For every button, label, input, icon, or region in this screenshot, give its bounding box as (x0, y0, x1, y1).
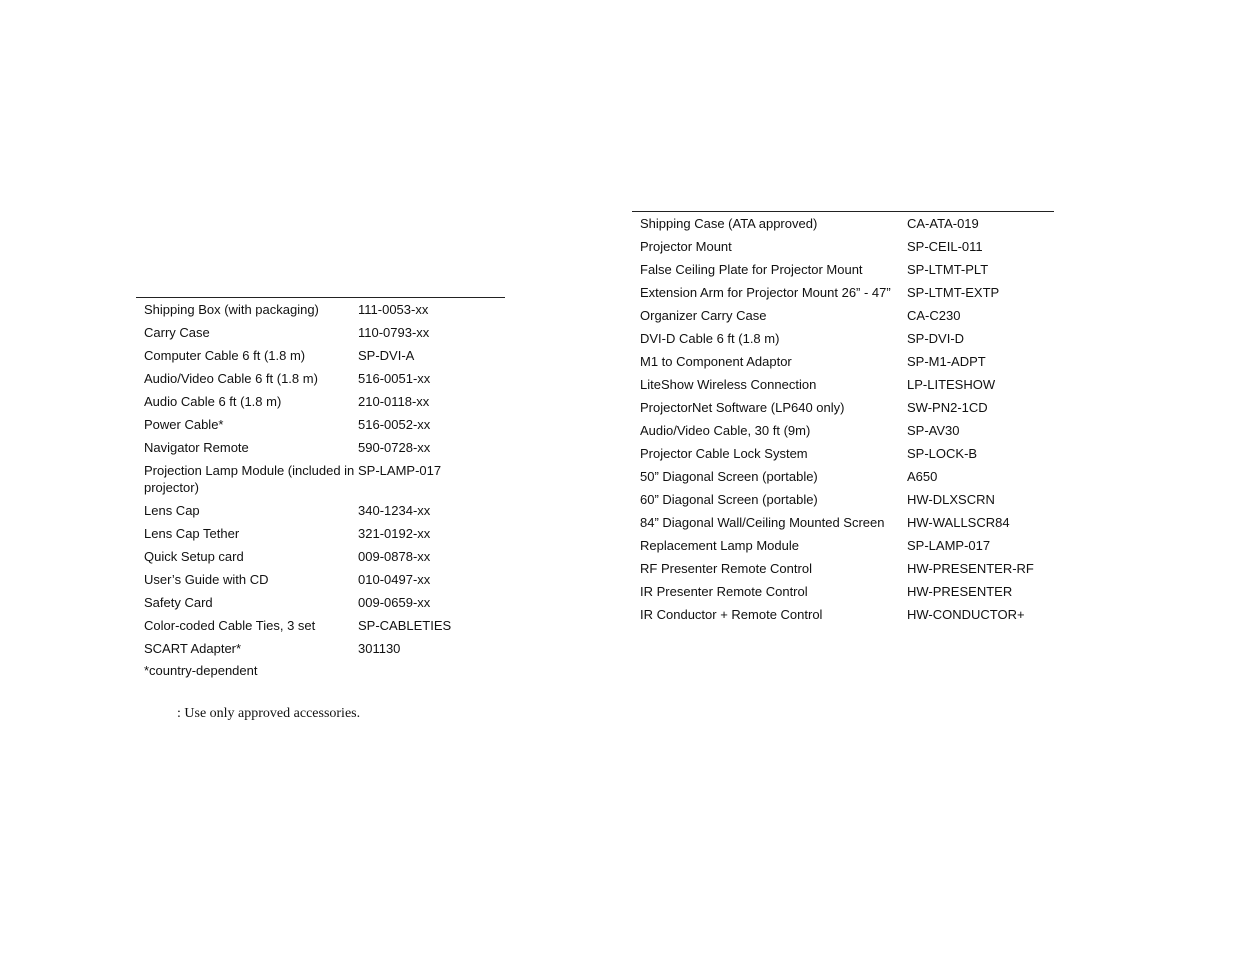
part-number: SP-LAMP-017 (907, 538, 991, 553)
table-row (632, 212, 1054, 235)
part-number: 516-0052-xx (358, 417, 431, 432)
standard-accessories-rows (136, 298, 505, 660)
table-row (136, 522, 505, 545)
item-name: 60” Diagonal Screen (portable) (640, 492, 818, 507)
table-row (136, 459, 505, 499)
part-number: 111-0053-xx (358, 302, 429, 317)
item-name: Lens Cap Tether (144, 526, 240, 541)
item-name: 84” Diagonal Wall/Ceiling Mounted Screen (640, 515, 885, 530)
item-name: Projection Lamp Module (included in projector) (144, 463, 355, 495)
part-number: CA-C230 (907, 308, 961, 323)
table-row (136, 298, 505, 321)
caution-text: : Use only approved accessories. (177, 706, 361, 721)
item-name: Extension Arm for Projector Mount 26” - 47” (640, 285, 891, 300)
table-row (136, 591, 505, 614)
item-name: 50” Diagonal Screen (portable) (640, 469, 818, 484)
table-row (136, 614, 505, 637)
optional-accessories-table (632, 211, 1054, 626)
item-name: User’s Guide with CD (144, 572, 269, 587)
part-number: 009-0659-xx (358, 595, 431, 610)
part-number: LP-LITESHOW (907, 377, 996, 392)
part-number: 010-0497-xx (358, 572, 431, 587)
part-number: 110-0793-xx (358, 325, 430, 340)
part-number: HW-PRESENTER (907, 584, 1013, 599)
item-name: IR Conductor + Remote Control (640, 607, 823, 622)
part-number: HW-DLXSCRN (907, 492, 995, 507)
table-row (632, 603, 1054, 626)
part-number: SW-PN2-1CD (907, 400, 988, 415)
table-row (632, 304, 1054, 327)
table-row (632, 396, 1054, 419)
part-number: SP-DVI-A (358, 348, 415, 363)
table-row (632, 419, 1054, 442)
part-number: 210-0118-xx (358, 394, 430, 409)
table-row (136, 637, 505, 660)
table-row (632, 350, 1054, 373)
item-name: Shipping Box (with packaging) (144, 302, 319, 317)
table-row (136, 413, 505, 436)
table-row (136, 436, 505, 459)
item-name: RF Presenter Remote Control (640, 561, 812, 576)
item-name: M1 to Component Adaptor (640, 354, 792, 369)
table-row (632, 534, 1054, 557)
item-name: False Ceiling Plate for Projector Mount (640, 262, 863, 277)
table-row (632, 465, 1054, 488)
table-row (632, 327, 1054, 350)
item-name: DVI-D Cable 6 ft (1.8 m) (640, 331, 780, 346)
item-name: Projector Mount (640, 239, 732, 254)
item-name: Power Cable* (144, 417, 224, 432)
part-number: SP-AV30 (907, 423, 960, 438)
item-name: Carry Case (144, 325, 210, 340)
table-row (632, 488, 1054, 511)
part-number: SP-CABLETIES (358, 618, 452, 633)
table-row (632, 373, 1054, 396)
part-number: SP-LAMP-017 (358, 463, 442, 478)
table-row (136, 390, 505, 413)
part-number: A650 (907, 469, 938, 484)
part-number: 301130 (358, 641, 401, 656)
item-name: Safety Card (144, 595, 213, 610)
optional-accessories-rows (632, 212, 1054, 626)
item-name: Shipping Case (ATA approved) (640, 216, 818, 231)
item-name: Organizer Carry Case (640, 308, 767, 323)
item-name: Computer Cable 6 ft (1.8 m) (144, 348, 306, 363)
item-name: Color-coded Cable Ties, 3 set (144, 618, 316, 633)
part-number: 590-0728-xx (358, 440, 431, 455)
item-name: Quick Setup card (144, 549, 244, 564)
table-row (632, 281, 1054, 304)
item-name: Replacement Lamp Module (640, 538, 799, 553)
part-number: 516-0051-xx (358, 371, 431, 386)
part-number: SP-LTMT-EXTP (907, 285, 1000, 300)
item-name: LiteShow Wireless Connection (640, 377, 817, 392)
item-name: Audio/Video Cable, 30 ft (9m) (640, 423, 811, 438)
part-number: CA-ATA-019 (907, 216, 979, 231)
part-number: SP-LTMT-PLT (907, 262, 989, 277)
table-row (136, 568, 505, 591)
footnote: *country-dependent (144, 663, 258, 678)
table-row (136, 545, 505, 568)
part-number: 321-0192-xx (358, 526, 431, 541)
item-name: SCART Adapter* (144, 641, 242, 656)
table-row (136, 344, 505, 367)
item-name: ProjectorNet Software (LP640 only) (640, 400, 845, 415)
item-name: IR Presenter Remote Control (640, 584, 808, 599)
table-row (136, 321, 505, 344)
item-name: Audio/Video Cable 6 ft (1.8 m) (144, 371, 318, 386)
table-row (136, 499, 505, 522)
part-number: SP-M1-ADPT (907, 354, 986, 369)
table-row (632, 580, 1054, 603)
part-number: 340-1234-xx (358, 503, 431, 518)
part-number: SP-LOCK-B (907, 446, 978, 461)
table-row (632, 442, 1054, 465)
part-number: 009-0878-xx (358, 549, 431, 564)
table-row (632, 557, 1054, 580)
part-number: HW-PRESENTER-RF (907, 561, 1034, 576)
part-number: SP-DVI-D (907, 331, 965, 346)
part-number: HW-WALLSCR84 (907, 515, 1010, 530)
standard-accessories-table (136, 297, 505, 681)
item-name: Audio Cable 6 ft (1.8 m) (144, 394, 282, 409)
part-number: SP-CEIL-011 (907, 239, 983, 254)
item-name: Navigator Remote (144, 440, 249, 455)
table-row (632, 235, 1054, 258)
table-row (632, 511, 1054, 534)
part-number: HW-CONDUCTOR+ (907, 607, 1025, 622)
item-name: Lens Cap (144, 503, 200, 518)
table-row (136, 367, 505, 390)
item-name: Projector Cable Lock System (640, 446, 808, 461)
table-row (632, 258, 1054, 281)
